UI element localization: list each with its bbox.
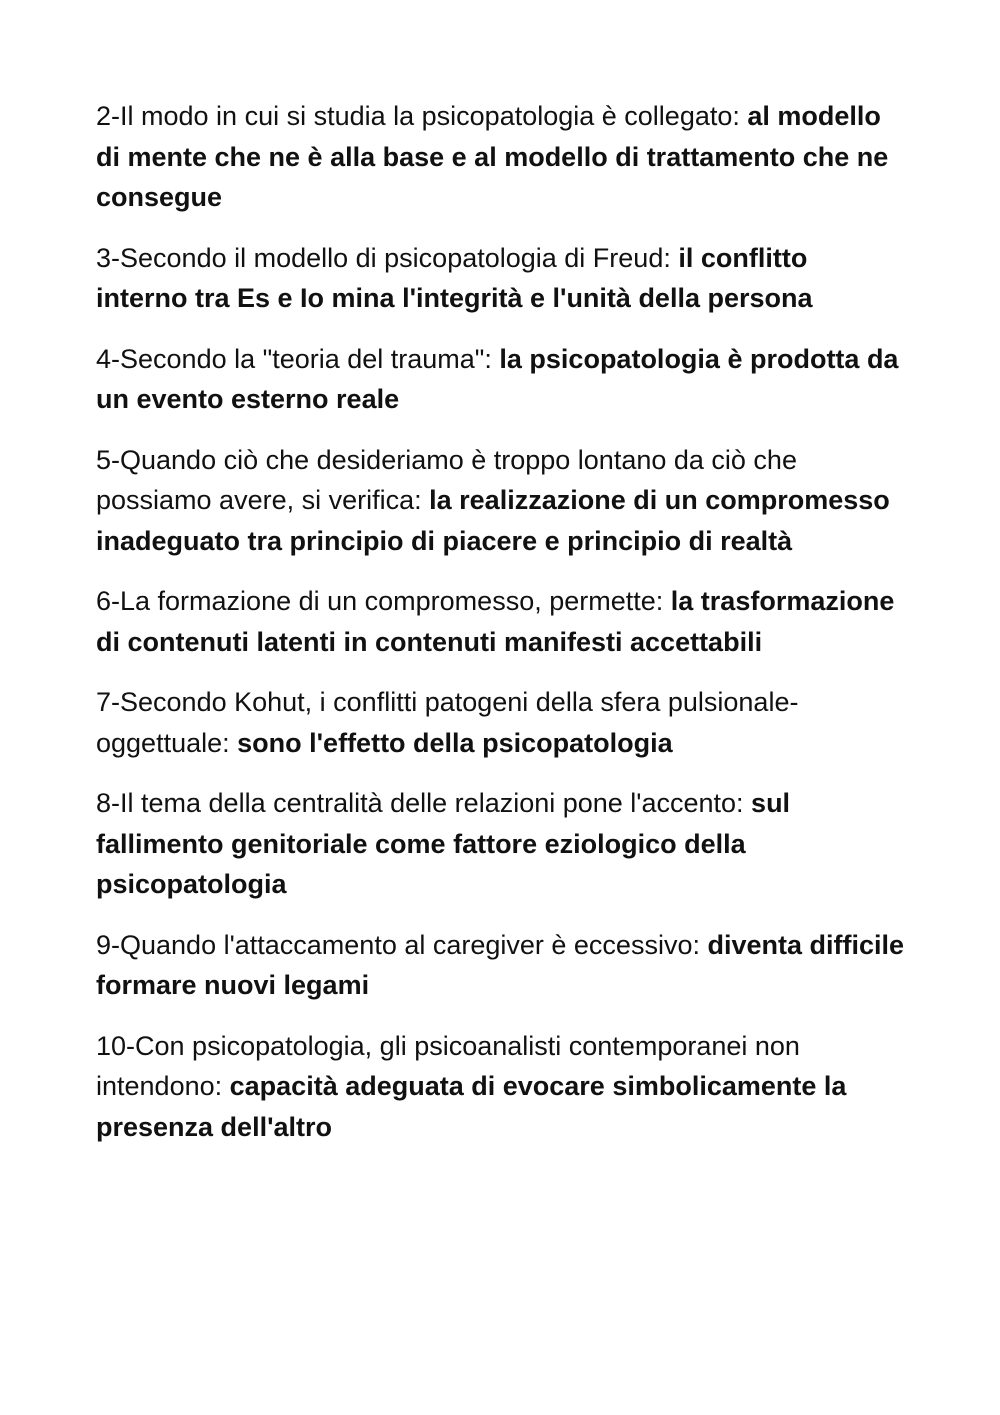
question-text: 6-La formazione di un compromesso, permette:	[96, 586, 664, 616]
answer-text: al modello di mente che ne è alla base e al modello di trattamento che ne consegue	[96, 101, 889, 212]
question-text: 2-Il modo in cui si studia la psicopatologia è collegato:	[96, 101, 740, 131]
answer-text: la trasformazione di contenuti latenti in contenuti manifesti accettabili	[96, 586, 895, 657]
qa-item-9	[96, 925, 906, 1006]
question-text: 3-Secondo il modello di psicopatologia di Freud:	[96, 242, 671, 273]
qa-item-6	[96, 581, 906, 662]
qa-item-8	[96, 783, 906, 905]
qa-item-5	[96, 440, 906, 562]
answer-text: sono l'effetto della psicopatologia	[237, 727, 673, 758]
question-text: 7-Secondo Kohut, i conflitti patogeni della sfera pulsionale-oggettuale:	[96, 687, 799, 758]
question-text: 9-Quando l'attaccamento al caregiver è eccessivo:	[96, 929, 700, 960]
answer-text: la psicopatologia è prodotta da un evento esterno reale	[96, 343, 899, 414]
document-page	[96, 96, 906, 1167]
question-text: 4-Secondo la "teoria del trauma":	[96, 343, 492, 374]
answer-text: il conflitto interno tra Es e Io mina l'integrità e l'unità della persona	[96, 242, 813, 313]
answer-text: la realizzazione di un compromesso inadeguato tra principio di piacere e principio di realtà	[96, 485, 890, 556]
qa-item-4	[96, 339, 906, 420]
question-text: 10-Con psicopatologia, gli psicoanalisti contemporanei non intendono:	[96, 1030, 800, 1101]
question-text: 5-Quando ciò che desideriamo è troppo lontano da ciò che possiamo avere, si verifica:	[96, 444, 797, 515]
qa-item-10	[96, 1026, 906, 1148]
answer-text: sul fallimento genitoriale come fattore eziologico della psicopatologia	[96, 788, 791, 899]
qa-item-3	[96, 238, 906, 319]
answer-text: capacità adeguata di evocare simbolicamente la presenza dell'altro	[96, 1071, 847, 1142]
answer-text: diventa difficile formare nuovi legami	[96, 929, 905, 1000]
qa-item-7	[96, 682, 906, 763]
qa-item-2	[96, 96, 906, 218]
question-text: 8-Il tema della centralità delle relazioni pone l'accento:	[96, 788, 744, 818]
